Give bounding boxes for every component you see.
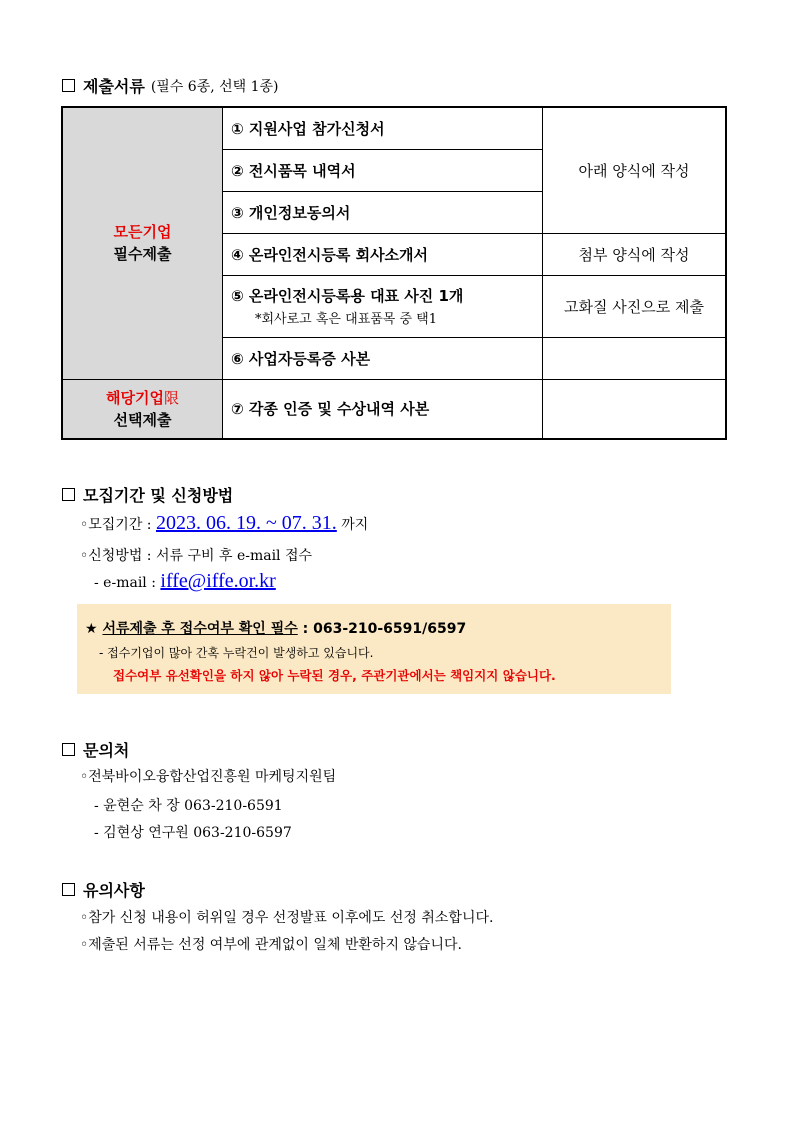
contact-person-2: - 김현상 연구원 063-210-6597 (94, 825, 292, 841)
application-method: ◦신청방법 : 서류 구비 후 e-mail 접수 (80, 548, 313, 564)
period-label: ◦모집기간 : (80, 517, 152, 533)
note-form-below: 아래 양식에 작성 (543, 107, 727, 233)
period-value: 2023. 06. 19. ~ 07. 31. (155, 512, 337, 534)
group-required-line1: 모든기업 (113, 223, 172, 242)
email-link[interactable]: iffe@iffe.or.kr (160, 570, 276, 592)
checkbox-square-icon (62, 488, 75, 501)
section-heading-notes (62, 878, 145, 901)
notice-line3: 접수여부 유선확인을 하지 않아 누락된 경우, 주관기관에서는 책임지지 않습니다. (113, 668, 556, 683)
email-label: - e-mail : (94, 575, 156, 591)
section-heading-contact (62, 738, 129, 761)
checkbox-square-icon (62, 743, 75, 756)
section-title: 제출서류 (83, 77, 145, 96)
group-required (62, 107, 223, 379)
group-optional-line1: 해당기업 (106, 388, 164, 407)
empty-note-cell (543, 337, 727, 379)
section-subtitle: (필수 6종, 선택 1종) (150, 78, 279, 95)
document-item-2: ② 전시품목 내역서 (223, 149, 543, 191)
document-item-4: ④ 온라인전시등록 회사소개서 (223, 233, 543, 275)
document-item-5-label: ⑤ 온라인전시등록용 대표 사진 1개 (231, 287, 464, 305)
document-item-3: ③ 개인정보동의서 (223, 191, 543, 233)
notice-line1-suffix: : 063-210-6591/6597 (302, 621, 467, 637)
document-item-7: ⑦ 각종 인증 및 수상내역 사본 (223, 379, 543, 439)
section-heading-recruitment (62, 483, 233, 506)
section-title: 유의사항 (83, 881, 145, 900)
email-line (94, 570, 276, 593)
notice-line2: - 접수기업이 많아 간혹 누락건이 발생하고 있습니다. (99, 646, 374, 660)
recruitment-period (80, 512, 368, 535)
checkbox-square-icon (62, 883, 75, 896)
documents-table (61, 106, 727, 440)
empty-note-cell (543, 379, 727, 439)
note-attached-form: 첨부 양식에 작성 (543, 233, 727, 275)
section-heading-documents (62, 74, 279, 97)
notice-line1 (85, 618, 466, 638)
note-hq-photo: 고화질 사진으로 제출 (543, 275, 727, 337)
document-item-1: ① 지원사업 참가신청서 (223, 107, 543, 149)
group-optional (62, 379, 223, 439)
group-optional-suffix: 限 (163, 388, 179, 407)
note-1: ◦참가 신청 내용이 허위일 경우 선정발표 이후에도 선정 취소합니다. (80, 910, 494, 926)
note-2: ◦제출된 서류는 선정 여부에 관계없이 일체 반환하지 않습니다. (80, 937, 462, 953)
document-item-5 (223, 275, 543, 337)
group-required-line2: 필수제출 (113, 245, 172, 264)
section-title: 모집기간 및 신청방법 (83, 486, 234, 505)
group-optional-line2: 선택제출 (113, 410, 172, 429)
notice-box (77, 604, 671, 694)
document-item-5-note: *회사로고 혹은 대표품목 중 택1 (255, 312, 437, 327)
star-icon: ★ (85, 621, 98, 637)
period-suffix: 까지 (341, 517, 369, 533)
section-title: 문의처 (83, 741, 130, 760)
document-item-6: ⑥ 사업자등록증 사본 (223, 337, 543, 379)
notice-line1-underlined: 서류제출 후 접수여부 확인 필수 (102, 621, 298, 637)
contact-org: ◦전북바이오융합산업진흥원 마케팅지원팀 (80, 769, 337, 785)
checkbox-square-icon (62, 79, 75, 92)
contact-person-1: - 윤현순 차 장 063-210-6591 (94, 798, 283, 814)
